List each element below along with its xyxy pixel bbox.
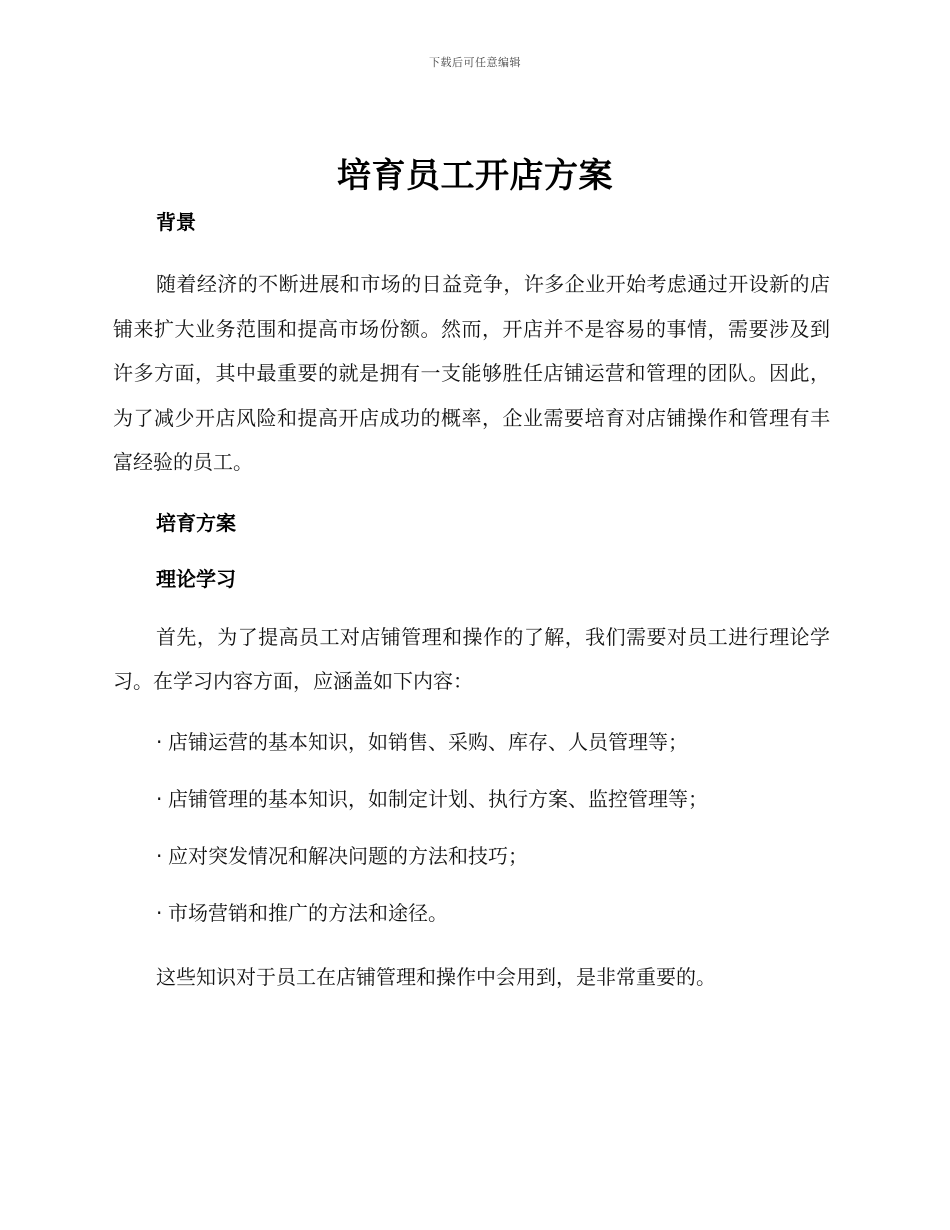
- theory-intro-paragraph: 首先，为了提高员工对店铺管理和操作的了解，我们需要对员工进行理论学习。在学习内容方面，应涵盖如下内容：: [113, 624, 830, 693]
- section-heading-plan: 培育方案: [156, 510, 236, 535]
- list-item: [113, 841, 830, 898]
- header-note: 下载后可任意编辑: [429, 56, 521, 69]
- list-item-text: 应对突发情况和解决问题的方法和技巧；: [168, 843, 528, 868]
- background-paragraph: 随着经济的不断进展和市场的日益竞争，许多企业开始考虑通过开设新的店铺来扩大业务范围和提高市场份额。然而，开店并不是容易的事情，需要涉及到许多方面，其中最重要的就是拥有一支能够胜任店铺运营和管理的团队。因此，为了减少开店风险和提高开店成功的概率，企业需要培育对店铺操作和管理有丰富经验的员工。: [113, 272, 830, 474]
- document-title: 培育员工开店方案: [337, 156, 613, 196]
- section-heading-background: 背景: [156, 210, 196, 234]
- section-heading-theory: 理论学习: [156, 566, 236, 591]
- bullet-icon: ·: [156, 786, 163, 811]
- document-body: [113, 206, 830, 999]
- list-item: [113, 727, 830, 784]
- theory-content-list: [113, 727, 830, 955]
- bullet-icon: ·: [156, 900, 163, 925]
- theory-conclusion-paragraph: 这些知识对于员工在店铺管理和操作中会用到，是非常重要的。: [156, 964, 716, 989]
- list-item-text: 店铺运营的基本知识，如销售、采购、库存、人员管理等；: [168, 729, 688, 754]
- list-item-text: 市场营销和推广的方法和途径。: [168, 900, 448, 925]
- bullet-icon: ·: [156, 729, 163, 754]
- list-item-text: 店铺管理的基本知识，如制定计划、执行方案、监控管理等；: [168, 786, 708, 811]
- list-item: [113, 784, 830, 841]
- bullet-icon: ·: [156, 843, 163, 868]
- list-item: [113, 898, 830, 955]
